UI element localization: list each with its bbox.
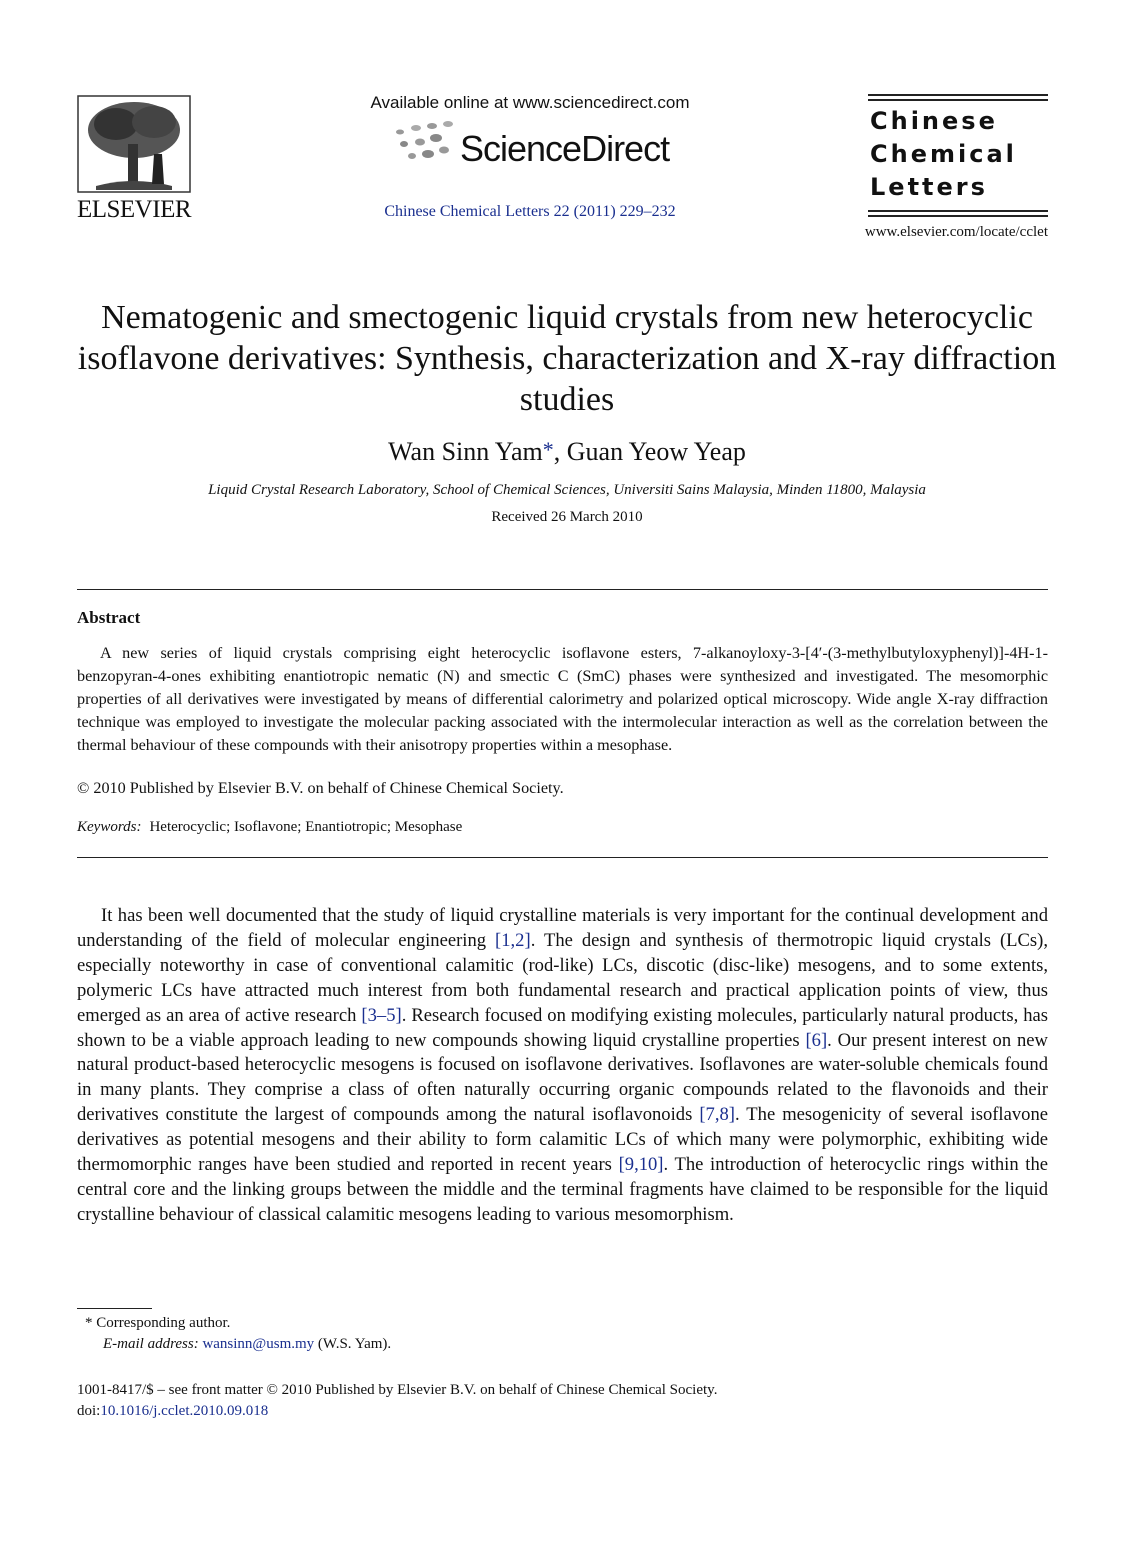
footnote-divider [77,1308,152,1309]
journal-logo-line-1: Chinese [870,107,998,135]
body-text-segment: . The mesogenicity of several isoflavone derivatives as potential mesogens and their ability to form calamitic LCs of which many were polymorphic, exhibiting wide thermomorphic ranges have been studied and reported in recent years [77,1104,1048,1176]
body-text-segment: . The introduction of heterocyclic rings within the central core and the linking groups between the middle and the terminal fragments have claimed to be responsible for the liquid crystalline behaviour of classical calamitic mesogens leading to various mesomorphism. [77,1154,1049,1225]
tree-icon [76,94,192,194]
email-note [103,1336,391,1353]
author-name: Wan Sinn Yam [388,437,543,466]
doi-prefix: doi: [77,1403,101,1419]
citation-link[interactable]: [9,10] [618,1154,664,1176]
citation-link[interactable]: [3–5] [361,1004,402,1026]
abstract-heading: Abstract [77,608,141,627]
keywords-label: Keywords: [77,819,142,835]
body-paragraph [77,904,1048,1228]
citation-link[interactable]: [1,2] [495,929,531,951]
divider [77,589,1048,590]
abstract-text: A new series of liquid crystals comprising eight heterocyclic isoflavone esters, 7-alkanoyloxy-3-[4′-(3-methylbutyloxyphenyl)]-4H-1-benzopyran-4-ones exhibiting enantiotropic nematic (N) and smectic C (SmC) phases were synthesized and investigated. The mesomorphic properties of all derivatives were investigated by means of differential calorimetry and polarized optical microscopy. Wide angle X-ray diffraction technique was employed to investigate the molecular packing associated with the intermolecular interaction as well as the correlation between the thermal behaviour of these compounds with their anisotropy properties within a mesophase. [77,644,1048,754]
email-link[interactable]: wansinn@usm.my [202,1336,315,1352]
journal-reference-link[interactable]: Chinese Chemical Letters 22 (2011) 229–232 [384,203,676,220]
email-suffix: (W.S. Yam). [314,1336,392,1352]
front-matter-line: 1001-8417/$ – see front matter © 2010 Published by Elsevier B.V. on behalf of Chinese Chemical Society. [77,1382,718,1398]
available-online-text: Available online at www.sciencedirect.com [370,93,690,112]
journal-url[interactable]: www.elsevier.com/locate/cclet [864,224,1048,240]
sciencedirect-wordmark: ScienceDirect [460,128,670,169]
abstract-copyright: © 2010 Published by Elsevier B.V. on behalf of Chinese Chemical Society. [77,779,564,797]
keywords-list: Heterocyclic; Isoflavone; Enantiotropic; Mesophase [149,819,463,835]
body-text-segment: . The design and synthesis of thermotropic liquid crystals (LCs), especially noteworthy in case of conventional calamitic (rod-like) LCs, discotic (disc-like) mesogens, and to some extents, polymeric LCs have attracted much interest from both fundamental research and practical application points of view, thus emerged as an area of active research [77,929,1048,1026]
email-label: E-mail address: [103,1336,199,1352]
corresponding-author-mark[interactable]: * [542,437,554,462]
author-list [60,437,1074,467]
sciencedirect-dots-icon [390,118,460,168]
publisher-name: ELSEVIER [76,196,192,223]
received-date: Received 26 March 2010 [491,509,643,525]
corresponding-author-note: * Corresponding author. [85,1315,231,1331]
body-text-segment: . Research focused on modifying existing molecules, particularly natural products, has shown to be a viable approach leading to new compounds showing liquid crystalline properties [77,1004,1048,1051]
article-title: Nematogenic and smectogenic liquid crystals from new heterocyclic isoflavone derivatives: Synthesis, characterization and X-ray diffraction studies [77,299,1057,418]
body-text-segment: . Our present interest on new natural product-based heterocyclic mesogens is focused on isoflavone derivatives. Isoflavones are water-soluble chemicals found in many plants. They comprise a class of often naturally occurring organic compounds related to the flavonoids and their derivatives constitute the largest of compounds among the natural isoflavonoids [77,1029,1048,1126]
journal-logo-line-3: Letters [870,173,988,201]
journal-logo-line-2: Chemical [870,140,1017,168]
body-text-segment: It has been well documented that the study of liquid crystalline materials is very important for the continual development and understanding of the field of molecular engineering [77,905,1048,951]
affiliation: Liquid Crystal Research Laboratory, School of Chemical Sciences, Universiti Sains Malaysia, Minden 11800, Malaysia [208,482,926,498]
keywords [77,819,462,836]
doi-line [77,1403,268,1420]
journal-logo [868,94,1048,220]
doi-link[interactable]: 10.1016/j.cclet.2010.09.018 [100,1403,269,1419]
author-name: , Guan Yeow Yeap [553,437,746,466]
divider [77,857,1048,858]
citation-link[interactable]: [7,8] [699,1104,735,1126]
citation-link[interactable]: [6] [805,1029,828,1051]
